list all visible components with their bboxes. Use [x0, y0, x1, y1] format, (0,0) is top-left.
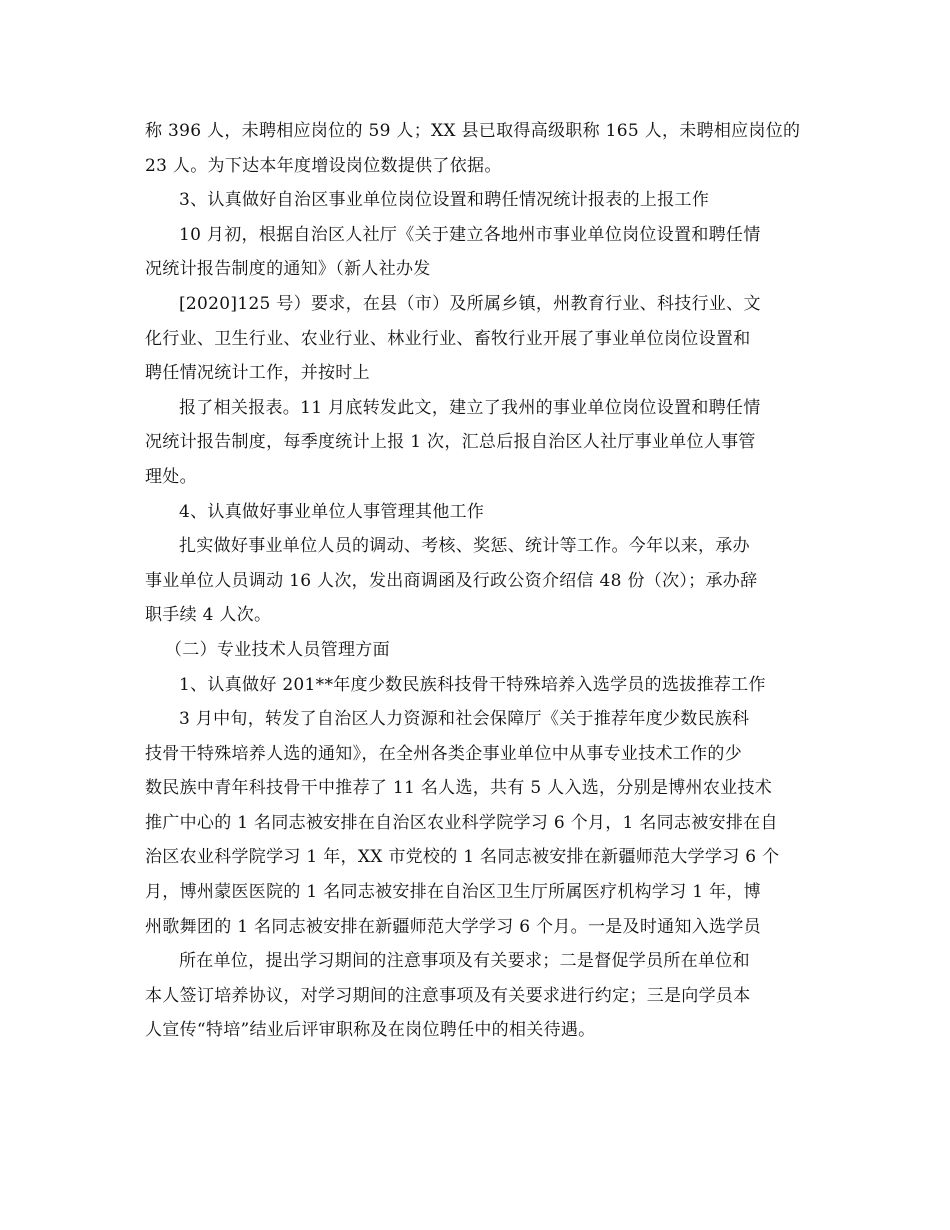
text-line: 3 月中旬，转发了自治区人力资源和社会保障厅《关于推荐年度少数民族科	[179, 709, 750, 730]
section-heading: 4、认真做好事业单位人事管理其他工作	[179, 501, 485, 522]
text-line: 理处。	[145, 466, 197, 487]
text-line: 扎实做好事业单位人员的调动、考核、奖惩、统计等工作。今年以来，承办	[179, 536, 750, 557]
text-line: 所在单位，提出学习期间的注意事项及有关要求；二是督促学员所在单位和	[179, 951, 750, 972]
text-line: 数民族中青年科技骨干中推荐了 11 名人选，共有 5 人入选，分别是博州农业技术	[145, 778, 773, 799]
text-line: 州歌舞团的 1 名同志被安排在新疆师范大学学习 6 个月。一是及时通知入选学员	[145, 916, 761, 937]
text-line: 人宣传“特培”结业后评审职称及在岗位聘任中的相关待遇。	[145, 1020, 596, 1041]
text-line: 推广中心的 1 名同志被安排在自治区农业科学院学习 6 个月，1 名同志被安排在自	[145, 812, 778, 833]
text-line: 月，博州蒙医医院的 1 名同志被安排在自治区卫生厅所属医疗机构学习 1 年，博	[145, 882, 761, 903]
text-line: 职手续 4 人次。	[145, 605, 272, 626]
text-line: 23 人。为下达本年度增设岗位数提供了依据。	[145, 155, 502, 176]
text-line: [2020]125 号）要求，在县（市）及所属乡镇，州教育行业、科技行业、文	[179, 293, 761, 314]
section-heading: （二）专业技术人员管理方面	[165, 639, 390, 660]
section-heading: 1、认真做好 201**年度少数民族科技骨干特殊培养入选学员的选拔推荐工作	[179, 674, 766, 695]
document-body	[145, 114, 809, 1048]
text-line: 况统计报告制度，每季度统计上报 1 次，汇总后报自治区人社厅事业单位人事管	[145, 432, 756, 453]
text-line: 报了相关报表。11 月底转发此文，建立了我州的事业单位岗位设置和聘任情	[179, 397, 761, 418]
text-line: 本人签订培养协议，对学习期间的注意事项及有关要求进行约定；三是向学员本	[145, 985, 751, 1006]
section-heading: 3、认真做好自治区事业单位岗位设置和聘任情况统计报表的上报工作	[179, 190, 710, 211]
text-line: 事业单位人员调动 16 人次，发出商调函及行政公资介绍信 48 份（次）；承办辞	[145, 570, 758, 591]
text-line: 技骨干特殊培养人选的通知》，在全州各类企事业单位中从事专业技术工作的少	[145, 743, 742, 764]
text-line: 化行业、卫生行业、农业行业、林业行业、畜牧行业开展了事业单位岗位设置和	[145, 328, 751, 349]
text-line: 称 396 人，未聘相应岗位的 59 人；XX 县已取得高级职称 165 人，未聘相应岗位的	[145, 121, 801, 141]
text-line: 况统计报告制度的通知》（新人社办发	[145, 259, 431, 280]
text-line: 10 月初，根据自治区人社厅《关于建立各地州市事业单位岗位设置和聘任情	[179, 224, 761, 245]
text-line: 聘任情况统计工作，并按时上	[145, 363, 370, 384]
text-line: 治区农业科学院学习 1 年，XX 市党校的 1 名同志被安排在新疆师范大学学习 6 个	[145, 847, 780, 868]
